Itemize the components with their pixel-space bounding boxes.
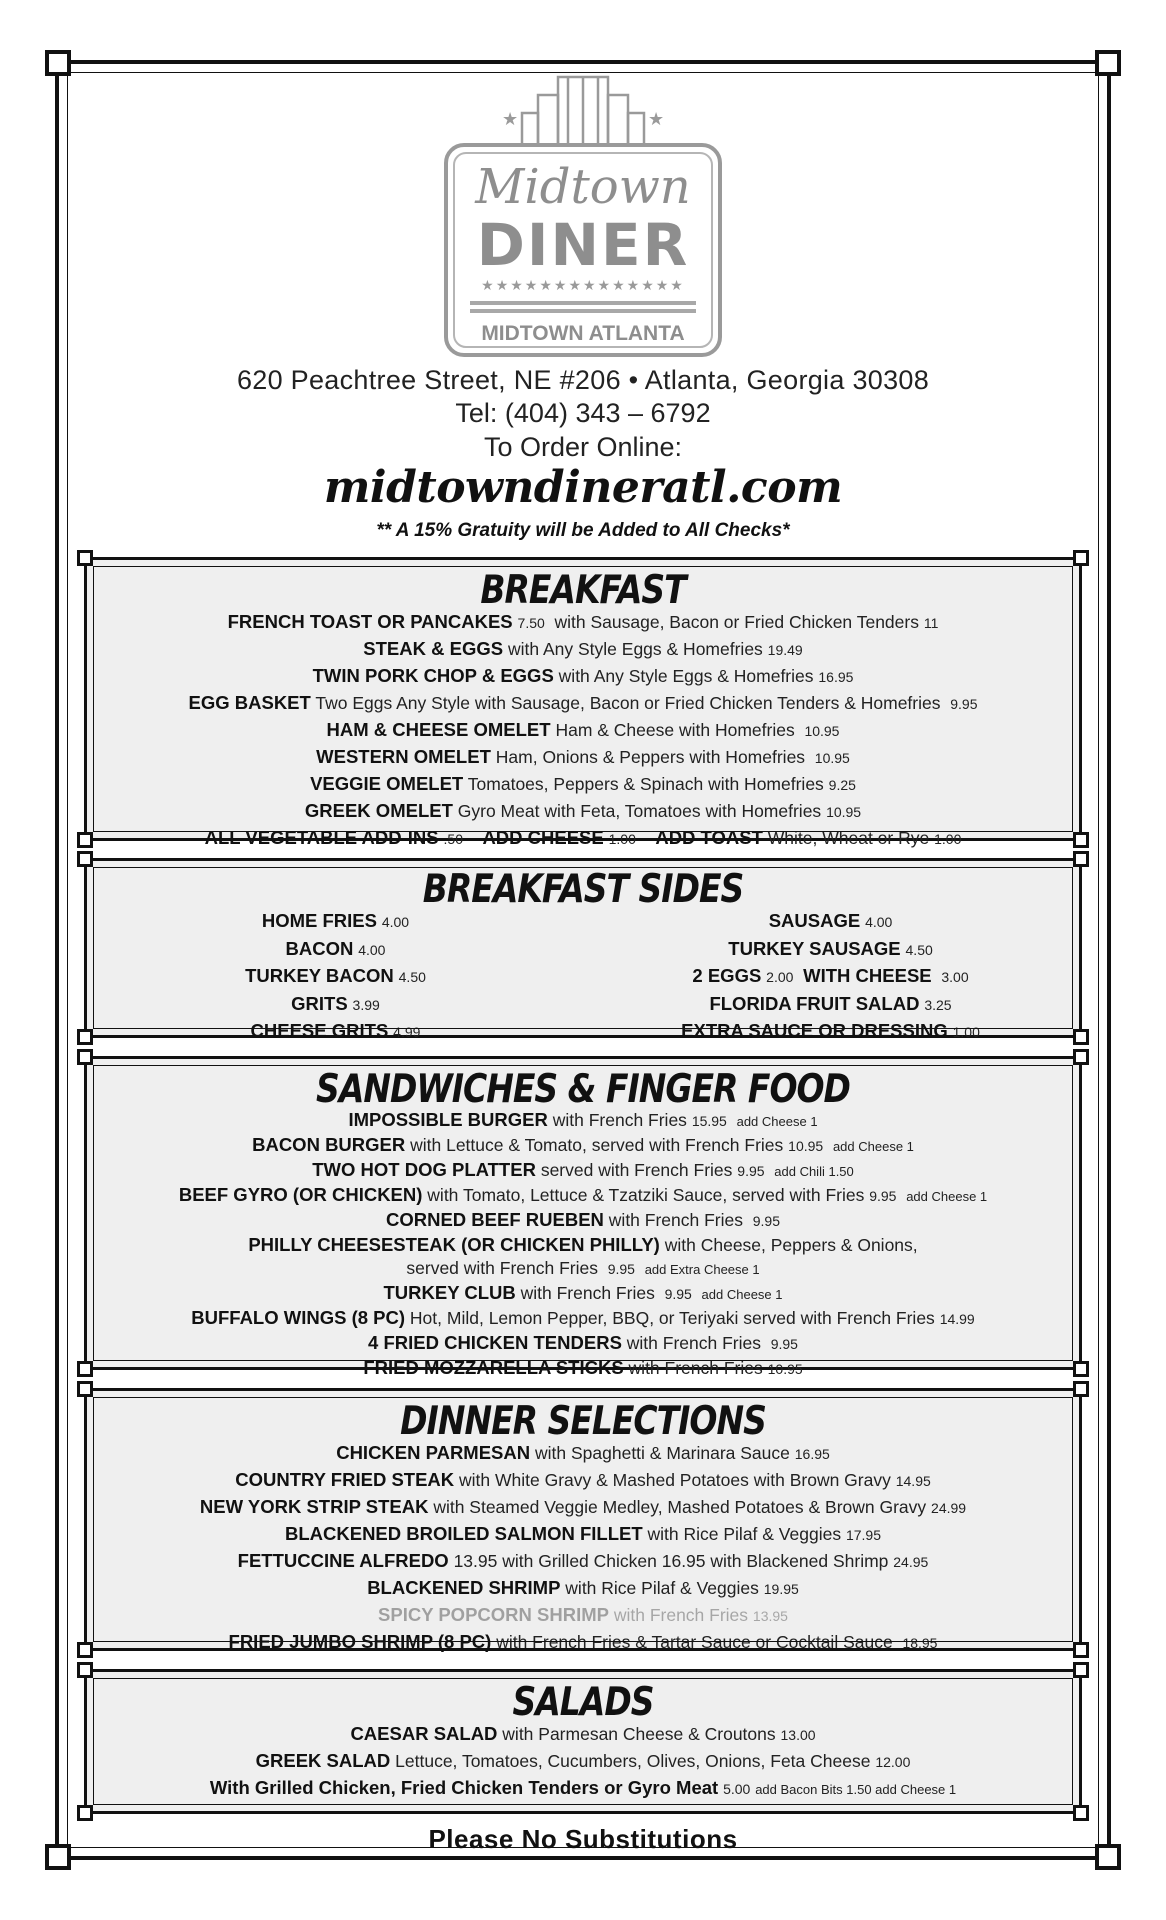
section-title: SALADS xyxy=(512,1678,654,1725)
menu-item: CHEESE GRITS 4.99 xyxy=(250,1020,421,1041)
menu-item: GREEK SALAD Lettuce, Tomatoes, Cucumbers, Olives, Onions, Feta Cheese 12.00 xyxy=(255,1750,911,1771)
menu-item: CAESAR SALAD with Parmesan Cheese & Croutons 13.00 xyxy=(350,1723,816,1744)
svg-text:DINER: DINER xyxy=(476,211,690,279)
sandwiches-section xyxy=(84,1056,1082,1378)
sides-left-column xyxy=(107,908,564,1046)
menu-item: 2 EGGS 2.00 WITH CHEESE 3.00 xyxy=(692,965,969,986)
dinner-section xyxy=(84,1388,1082,1651)
breakfast-sides-section xyxy=(84,858,1082,1041)
menu-item: STEAK & EGGS with Any Style Eggs & Homefries 19.49 xyxy=(363,638,803,659)
menu-item: FRIED MOZZARELLA STICKS with French Fries 10.95 xyxy=(363,1357,803,1378)
no-substitutions-note: Please No Substitutions xyxy=(428,1824,738,1854)
section-title: DINNER SELECTIONS xyxy=(400,1397,766,1444)
menu-item: TWIN PORK CHOP & EGGS with Any Style Eggs & Homefries 16.95 xyxy=(312,665,854,686)
menu-item: HAM & CHEESE OMELET Ham & Cheese with Homefries 10.95 xyxy=(326,719,840,740)
menu-item: SPICY POPCORN SHRIMP with French Fries 13.95 xyxy=(378,1604,788,1625)
svg-text:MIDTOWN ATLANTA: MIDTOWN ATLANTA xyxy=(481,322,685,345)
menu-item: 4 FRIED CHICKEN TENDERS with French Fries 9.95 xyxy=(368,1332,798,1353)
menu-item: IMPOSSIBLE BURGER with French Fries 15.95 add Cheese 1 xyxy=(348,1109,818,1130)
section-title: SANDWICHES & FINGER FOOD xyxy=(316,1065,850,1112)
menu-item: BACON BURGER with Lettuce & Tomato, served with French Fries 10.95 add Cheese 1 xyxy=(252,1134,914,1155)
salads-section xyxy=(84,1669,1082,1814)
menu-item: TWO HOT DOG PLATTER served with French Fries 9.95 add Chili 1.50 xyxy=(312,1159,854,1180)
menu-item: FLORIDA FRUIT SALAD 3.25 xyxy=(709,992,952,1014)
menu-item: BLACKENED BROILED SALMON FILLET with Rice Pilaf & Veggies 17.95 xyxy=(284,1523,882,1544)
breakfast-addins: ALL VEGETABLE ADD-INS .50 ADD CHEESE 1.00 ADD TOAST White, Wheat or Rye 1.00 xyxy=(204,827,962,848)
menu-item-continued: served with French Fries 9.95 add Extra Cheese 1 xyxy=(406,1258,760,1278)
menu-item: FRIED JUMBO SHRIMP (8 PC) with French Fries & Tartar Sauce or Cocktail Sauce 18.95 xyxy=(228,1631,938,1652)
frame-corner xyxy=(1095,50,1121,76)
menu-item: GREEK OMELET Gyro Meat with Feta, Tomatoes with Homefries 10.95 xyxy=(304,800,862,821)
menu-item: CHICKEN PARMESAN with Spaghetti & Marinara Sauce 16.95 xyxy=(336,1442,830,1463)
menu-item: PHILLY CHEESESTEAK (OR CHICKEN PHILLY) with Cheese, Peppers & Onions, xyxy=(248,1234,918,1255)
menu-item: GRITS 3.99 xyxy=(291,992,380,1014)
menu-item: VEGGIE OMELET Tomatoes, Peppers & Spinach with Homefries 9.25 xyxy=(310,773,856,794)
menu-item: FETTUCCINE ALFREDO 13.95 with Grilled Chicken 16.95 with Blackened Shrimp 24.95 xyxy=(237,1550,929,1571)
midtown-diner-logo xyxy=(440,75,726,360)
sides-right-column xyxy=(602,908,1059,1046)
menu-item: With Grilled Chicken, Fried Chicken Tenders or Gyro Meat 5.00 add Bacon Bits 1.50 add Cheese 1 xyxy=(209,1777,957,1798)
svg-text:★: ★ xyxy=(502,109,519,130)
menu-item: COUNTRY FRIED STEAK with White Gravy & Mashed Potatoes with Brown Gravy 14.95 xyxy=(235,1469,931,1490)
restaurant-phone: Tel: (404) 343 – 6792 xyxy=(455,398,711,428)
section-title: BREAKFAST xyxy=(480,566,686,613)
menu-item: BLACKENED SHRIMP with Rice Pilaf & Veggies 19.95 xyxy=(367,1577,799,1598)
svg-text:Midtown: Midtown xyxy=(475,159,691,215)
menu-item: SAUSAGE 4.00 xyxy=(768,910,893,931)
website-link[interactable]: midtowndineratl.com xyxy=(323,462,843,513)
gratuity-notice: ** A 15% Gratuity will be Added to All Checks* xyxy=(376,520,790,541)
menu-item: EGG BASKET Two Eggs Any Style with Sausage, Bacon or Fried Chicken Tenders & Homefries 9.95 xyxy=(188,692,978,713)
breakfast-section xyxy=(84,557,1082,848)
menu-item: FRENCH TOAST OR PANCAKES 7.50 with Sausage, Bacon or Fried Chicken Tenders 11 xyxy=(227,611,939,632)
menu-item: TURKEY BACON 4.50 xyxy=(245,965,426,986)
svg-text:★★★★★★★★★★★★★★: ★★★★★★★★★★★★★★ xyxy=(481,278,685,294)
menu-item: TURKEY CLUB with French Fries 9.95 add Cheese 1 xyxy=(383,1282,783,1303)
section-title: BREAKFAST SIDES xyxy=(422,865,744,912)
menu-item: EXTRA SAUCE OR DRESSING 1.00 xyxy=(681,1020,980,1041)
svg-text:★: ★ xyxy=(648,109,665,130)
restaurant-address: 620 Peachtree Street, NE #206 • Atlanta, Georgia 30308 xyxy=(236,365,930,395)
order-online-label: To Order Online: xyxy=(483,432,683,462)
menu-item: TURKEY SAUSAGE 4.50 xyxy=(728,937,933,959)
menu-item: HOME FRIES 4.00 xyxy=(261,910,410,931)
menu-item: BUFFALO WINGS (8 PC) Hot, Mild, Lemon Pepper, BBQ, or Teriyaki served with French Fries 14.99 xyxy=(191,1307,975,1328)
frame-corner xyxy=(45,50,71,76)
menu-item: NEW YORK STRIP STEAK with Steamed Veggie Medley, Mashed Potatoes & Brown Gravy 24.99 xyxy=(199,1496,967,1517)
menu-item: CORNED BEEF RUEBEN with French Fries 9.95 xyxy=(386,1209,780,1230)
menu-item: BEEF GYRO (OR CHICKEN) with Tomato, Lettuce & Tzatziki Sauce, served with Fries 9.95 add Cheese 1 xyxy=(178,1184,988,1205)
menu-item: WESTERN OMELET Ham, Onions & Peppers with Homefries 10.95 xyxy=(316,746,850,767)
menu-item: BACON 4.00 xyxy=(285,937,386,959)
